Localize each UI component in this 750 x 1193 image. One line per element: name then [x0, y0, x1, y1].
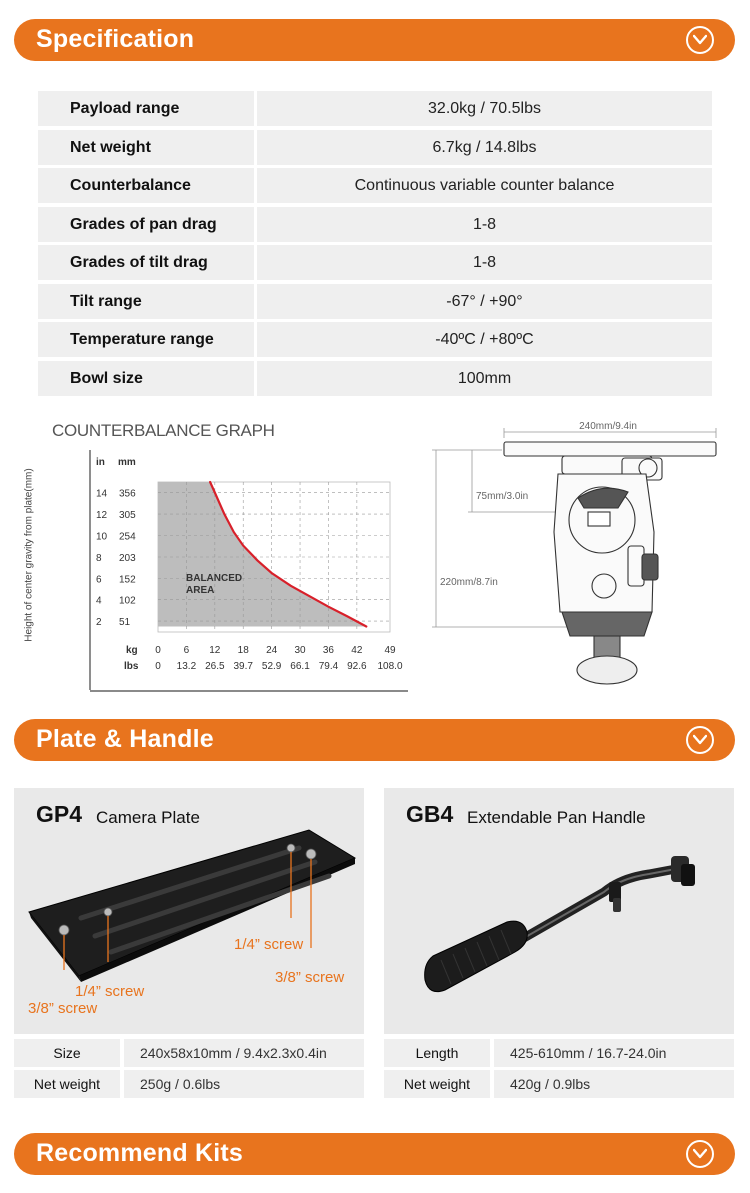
spec-label: Bowl size — [38, 361, 254, 396]
x-tick-kg: 0 — [155, 645, 161, 656]
spec-label: Tilt range — [38, 284, 254, 319]
product-code: GB4 — [406, 801, 454, 827]
plate-handle-banner[interactable] — [14, 719, 735, 761]
y-tick-mm: 102 — [119, 595, 136, 607]
x-tick-lbs: 52.9 — [261, 661, 282, 672]
spec-row — [38, 168, 712, 203]
product-name: Camera Plate — [96, 808, 200, 827]
area-label: AREA — [186, 585, 215, 596]
spec-value: 100mm — [257, 361, 712, 396]
gb4-spec-label: Length — [384, 1039, 490, 1067]
gp4-spec-value: 240x58x10mm / 9.4x2.3x0.4in — [124, 1039, 364, 1067]
x-tick-lbs: 26.5 — [205, 661, 225, 672]
y-tick-mm: 254 — [119, 531, 136, 543]
x-tick-kg: 24 — [266, 645, 278, 656]
spec-value: 1-8 — [257, 245, 712, 280]
banner-title: Specification — [36, 25, 195, 53]
head-dimension-diagram — [432, 412, 722, 692]
chevron-down-icon[interactable] — [686, 26, 714, 54]
y-tick-mm: 305 — [119, 510, 136, 522]
x-tick-lbs: 92.6 — [347, 661, 367, 672]
counterbalance-chart — [80, 450, 420, 700]
y-tick-in: 2 — [96, 617, 102, 629]
x-tick-kg: 6 — [183, 645, 190, 656]
spec-row — [38, 91, 712, 126]
y-tick-in: 8 — [96, 553, 102, 564]
x-tick-lbs: 108.0 — [377, 661, 403, 672]
spec-label: Payload range — [38, 91, 254, 126]
gb4-spec-row — [384, 1070, 734, 1098]
product-code: GP4 — [36, 801, 83, 827]
pan-handle-image — [389, 828, 729, 1018]
gb4-spec-label: Net weight — [384, 1070, 490, 1098]
gp4-spec-label: Net weight — [14, 1070, 120, 1098]
x-tick-lbs: 0 — [155, 661, 161, 672]
area-label: BALANCED — [186, 573, 243, 584]
spec-row — [38, 361, 712, 396]
graph-title: COUNTERBALANCE GRAPH — [52, 421, 275, 440]
y-tick-in: 12 — [96, 510, 108, 522]
spec-label: Counterbalance — [38, 168, 254, 203]
banner-title: Plate & Handle — [36, 725, 214, 753]
y-tick-in: 14 — [96, 488, 108, 500]
graph-y-axis-label: Height of center gravity from plate(mm) — [23, 468, 35, 642]
unit-mm-label: mm — [118, 457, 136, 468]
spec-label: Temperature range — [38, 322, 254, 357]
height-dimension-label: 220mm/8.7in — [440, 577, 498, 588]
gb4-spec-value: 420g / 0.9lbs — [494, 1070, 734, 1098]
mid-dimension-label: 75mm/3.0in — [476, 491, 529, 502]
fluid-head-drawing — [504, 442, 716, 684]
specification-banner[interactable] — [14, 19, 735, 61]
gb4-spec-row — [384, 1039, 734, 1067]
x-tick-kg: 49 — [384, 645, 396, 656]
spec-value: 1-8 — [257, 207, 712, 242]
x-tick-kg: 42 — [351, 645, 363, 656]
spec-label: Grades of pan drag — [38, 207, 254, 242]
width-dimension-label: 240mm/9.4in — [579, 421, 637, 432]
product-name: Extendable Pan Handle — [467, 808, 646, 827]
spec-label: Net weight — [38, 130, 254, 165]
spec-row — [38, 130, 712, 165]
callout-3-8-screw: 3/8” screw — [275, 969, 345, 986]
spec-value: -40ºC / +80ºC — [257, 322, 712, 357]
spec-row — [38, 284, 712, 319]
x-tick-lbs: 39.7 — [233, 661, 253, 672]
spec-row — [38, 322, 712, 357]
y-tick-mm: 356 — [119, 488, 136, 500]
y-tick-mm: 203 — [119, 553, 136, 564]
y-tick-mm: 152 — [119, 574, 136, 586]
x-tick-lbs: 79.4 — [318, 661, 339, 672]
unit-kg-label: kg — [126, 645, 138, 656]
gb4-spec-value: 425-610mm / 16.7-24.0in — [494, 1039, 734, 1067]
x-tick-kg: 12 — [209, 645, 221, 656]
spec-value: Continuous variable counter balance — [257, 168, 712, 203]
spec-value: 32.0kg / 70.5lbs — [257, 91, 712, 126]
x-tick-lbs: 13.2 — [176, 661, 197, 672]
chevron-down-icon[interactable] — [686, 1140, 714, 1168]
spec-value: -67° / +90° — [257, 284, 712, 319]
unit-lbs-label: lbs — [124, 661, 139, 672]
x-tick-kg: 36 — [322, 645, 335, 656]
gp4-spec-value: 250g / 0.6lbs — [124, 1070, 364, 1098]
spec-value: 6.7kg / 14.8lbs — [257, 130, 712, 165]
y-tick-in: 4 — [96, 595, 102, 607]
y-tick-mm: 51 — [119, 617, 131, 629]
x-tick-kg: 30 — [294, 645, 306, 656]
callout-1-4-screw: 1/4” screw — [234, 936, 304, 953]
x-tick-lbs: 66.1 — [290, 661, 310, 672]
gp4-spec-row — [14, 1039, 364, 1067]
callout-1-4-screw: 1/4” screw — [75, 983, 145, 1000]
gp4-camera-plate-card — [14, 788, 364, 1034]
x-tick-kg: 18 — [237, 645, 249, 656]
y-tick-in: 6 — [96, 574, 102, 586]
spec-label: Grades of tilt drag — [38, 245, 254, 280]
gb4-pan-handle-card — [384, 788, 734, 1034]
callout-3-8-screw: 3/8” screw — [28, 1000, 98, 1017]
unit-in-label: in — [96, 457, 105, 468]
chevron-down-icon[interactable] — [686, 726, 714, 754]
banner-title: Recommend Kits — [36, 1139, 244, 1167]
y-tick-in: 10 — [96, 531, 108, 543]
gp4-spec-label: Size — [14, 1039, 120, 1067]
gp4-spec-row — [14, 1070, 364, 1098]
spec-row — [38, 207, 712, 242]
spec-row — [38, 245, 712, 280]
recommend-kits-banner[interactable] — [14, 1133, 735, 1175]
